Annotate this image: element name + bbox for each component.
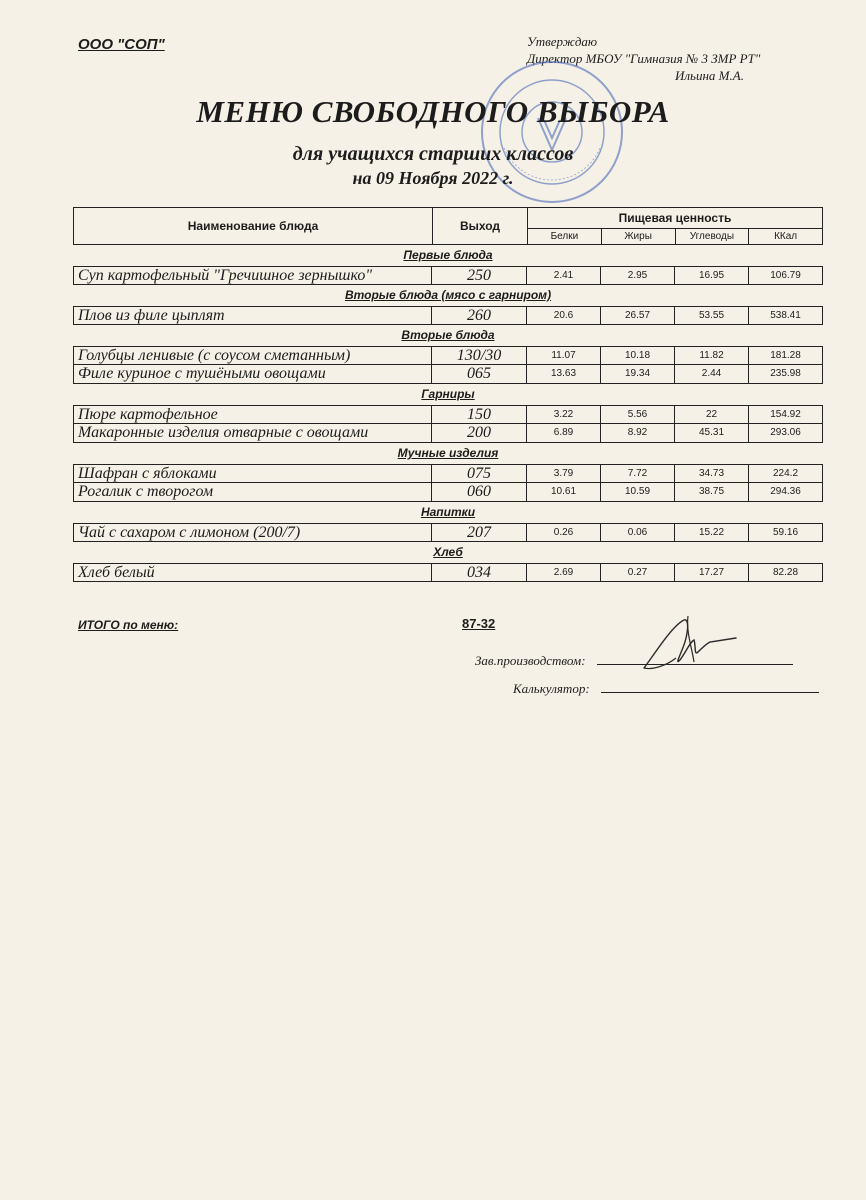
table-row — [73, 563, 823, 582]
header-nutrition-title: Пищевая ценность — [528, 208, 822, 229]
table-row — [73, 523, 823, 542]
dish-carbs: 34.73 — [675, 465, 749, 482]
dish-output: 250 — [432, 267, 527, 284]
dish-name: Пюре картофельное — [74, 406, 432, 423]
dish-carbs: 16.95 — [675, 267, 749, 284]
section-title: Напитки — [420, 505, 476, 519]
dish-name: Чай с сахаром с лимоном (200/7) — [74, 524, 432, 541]
dish-kcal: 106.79 — [770, 270, 801, 281]
menu-table — [73, 207, 823, 582]
header-dish-name: Наименование блюда — [74, 208, 433, 244]
table-row — [73, 365, 823, 384]
dish-carbs: 53.55 — [675, 307, 749, 324]
dish-fats: 8.92 — [601, 424, 675, 442]
dish-name: Шафран с яблоками — [74, 465, 432, 482]
dish-fats: 19.34 — [601, 365, 675, 383]
dish-kcal: 293.06 — [770, 427, 801, 438]
header-kcal: ККал — [774, 231, 798, 242]
page-title: МЕНЮ СВОБОДНОГО ВЫБОРА — [196, 94, 670, 129]
calculator-label: Калькулятор: — [513, 681, 590, 696]
table-row — [73, 424, 823, 443]
dish-name: Плов из филе цыплят — [74, 307, 432, 324]
table-row — [73, 266, 823, 285]
handwritten-signature-icon — [636, 612, 746, 676]
dish-output: 150 — [432, 406, 527, 423]
dish-fats: 7.72 — [601, 465, 675, 482]
dish-carbs: 2.44 — [675, 365, 749, 383]
dish-kcal: 294.36 — [770, 486, 801, 497]
table-row — [73, 306, 823, 325]
dish-name: Филе куриное с тушёными овощами — [74, 365, 432, 383]
dish-output: 200 — [432, 424, 527, 442]
dish-fats: 10.18 — [601, 347, 675, 364]
dish-output: 065 — [432, 365, 527, 383]
dish-proteins: 11.07 — [527, 347, 601, 364]
dish-proteins: 3.22 — [527, 406, 601, 423]
header-fats: Жиры — [602, 229, 676, 244]
dish-output: 130/30 — [432, 347, 527, 364]
dish-carbs: 11.82 — [675, 347, 749, 364]
header-carbs: Углеводы — [676, 229, 750, 244]
section-title: Вторые блюда — [401, 328, 495, 342]
dish-carbs: 22 — [675, 406, 749, 423]
dish-name: Хлеб белый — [74, 564, 432, 581]
table-row — [73, 346, 823, 365]
section-title: Хлеб — [433, 545, 463, 559]
dish-kcal: 181.28 — [770, 350, 801, 361]
dish-fats: 2.95 — [601, 267, 675, 284]
total-value: 87-32 — [462, 616, 496, 631]
dish-output: 060 — [432, 483, 527, 501]
dish-proteins: 0.26 — [527, 524, 601, 541]
dish-carbs: 45.31 — [675, 424, 749, 442]
production-manager-label: Зав.производством: — [475, 653, 586, 668]
dish-carbs: 38.75 — [675, 483, 749, 501]
header-output: Выход — [433, 208, 528, 244]
table-row — [73, 483, 823, 502]
dish-output: 207 — [432, 524, 527, 541]
table-row — [73, 405, 823, 424]
dish-fats: 10.59 — [601, 483, 675, 501]
dish-fats: 0.06 — [601, 524, 675, 541]
section-title: Гарниры — [421, 387, 475, 401]
dish-proteins: 10.61 — [527, 483, 601, 501]
approval-director: Ильина М.А. — [675, 68, 744, 83]
dish-fats: 0.27 — [601, 564, 675, 581]
dish-proteins: 2.41 — [527, 267, 601, 284]
dish-proteins: 6.89 — [527, 424, 601, 442]
calculator-signature — [513, 681, 819, 697]
section-title: Вторые блюда (мясо с гарниром) — [344, 288, 552, 302]
dish-proteins: 3.79 — [527, 465, 601, 482]
dish-proteins: 20.6 — [527, 307, 601, 324]
section-title: Мучные изделия — [397, 446, 499, 460]
dish-name: Макаронные изделия отварные с овощами — [74, 424, 432, 442]
dish-kcal: 154.92 — [770, 409, 801, 420]
dish-carbs: 15.22 — [675, 524, 749, 541]
dish-proteins: 13.63 — [527, 365, 601, 383]
dish-kcal: 82.28 — [772, 567, 799, 578]
approval-title: Утверждаю — [527, 34, 598, 49]
table-row — [73, 464, 823, 483]
approval-position: Директор МБОУ "Гимназия № 3 ЗМР РТ" — [527, 51, 761, 66]
dish-output: 075 — [432, 465, 527, 482]
dish-carbs: 17.27 — [675, 564, 749, 581]
header-proteins: Белки — [528, 229, 602, 244]
dish-kcal: 224.2 — [772, 468, 799, 479]
dish-fats: 26.57 — [601, 307, 675, 324]
menu-date: на 09 Ноября 2022 г. — [352, 168, 514, 188]
dish-output: 260 — [432, 307, 527, 324]
signature-line — [601, 692, 819, 693]
dish-kcal: 235.98 — [770, 368, 801, 379]
page-subtitle: для учащихся старших классов — [292, 143, 574, 165]
table-header — [73, 207, 823, 245]
dish-output: 034 — [432, 564, 527, 581]
dish-proteins: 2.69 — [527, 564, 601, 581]
dish-name: Голубцы ленивые (с соусом сметанным) — [74, 347, 432, 364]
dish-fats: 5.56 — [601, 406, 675, 423]
dish-kcal: 59.16 — [772, 527, 799, 538]
dish-name: Суп картофельный "Гречишное зернышко" — [74, 267, 432, 284]
total-label: ИТОГО по меню: — [78, 618, 179, 632]
section-title: Первые блюда — [403, 248, 493, 262]
header-nutrition — [528, 208, 822, 244]
dish-kcal: 538.41 — [770, 310, 801, 321]
company-name: ООО "СОП" — [78, 36, 165, 53]
dish-name: Рогалик с творогом — [74, 483, 432, 501]
